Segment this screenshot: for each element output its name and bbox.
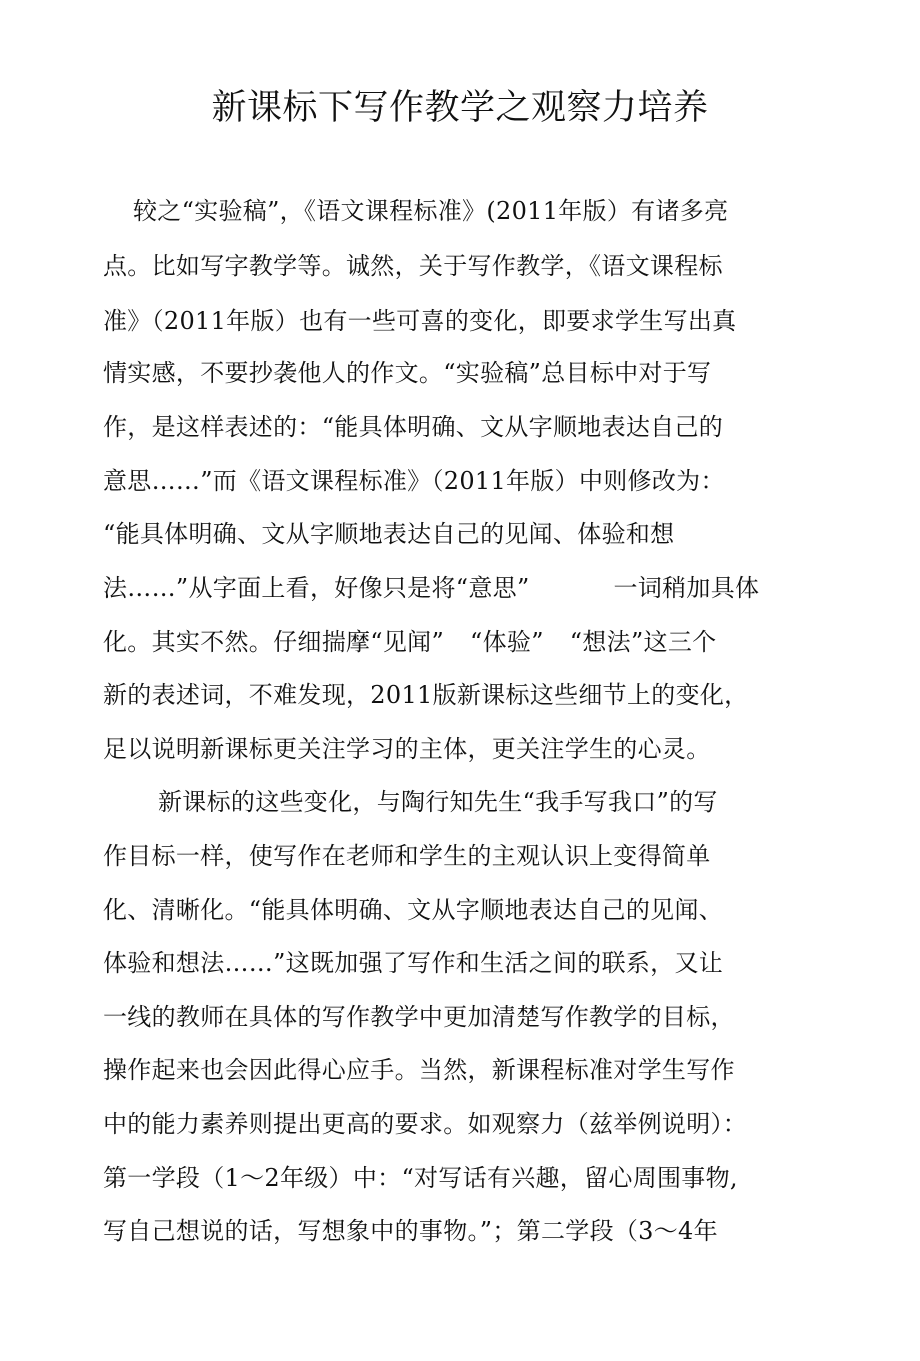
paragraph-2-line-4: 体验和想法……”这既加强了写作和生活之间的联系，又让 [103, 949, 724, 977]
paragraph-1-line-5: 作，是这样表述的：“能具体明确、文从字顺地表达自己的 [103, 413, 724, 441]
line-9-segment-1: 化。其实不然。仔细揣摩“见闻” [103, 628, 445, 656]
paragraph-2-line-5: 一线的教师在具体的写作教学中更加清楚写作教学的目标， [103, 1003, 735, 1031]
paragraph-2-line-7: 中的能力素养则提出更高的要求。如观察力（兹举例说明）： [103, 1110, 748, 1138]
paragraph-1-line-2: 点。比如写字教学等。诚然，关于写作教学，《语文课程标 [103, 252, 723, 280]
paragraph-1-line-6: 意思……”而《语文课程标准》（2011年版）中则修改为： [103, 467, 725, 495]
paragraph-1-line-4: 情实感，不要抄袭他人的作文。“实验稿”总目标中对于写 [103, 359, 712, 387]
paragraph-2-line-8: 第一学段（1〜2年级）中：“对写话有兴趣，留心周围事物, [103, 1164, 738, 1192]
line-9-segment-3: “想法”这三个 [569, 628, 717, 656]
line-8-segment-1: 法……”从字面上看，好像只是将“意思” [103, 574, 530, 602]
line-8-segment-2: 一词稍加具体 [613, 574, 760, 602]
paragraph-1-line-10: 新的表述词，不难发现，2011版新课标这些细节上的变化， [103, 681, 749, 709]
paragraph-2-line-9: 写自己想说的话，写想象中的事物。”；第二学段（3〜4年 [103, 1217, 718, 1245]
paragraph-2-line-3: 化、清晰化。“能具体明确、文从字顺地表达自己的见闻、 [103, 896, 724, 924]
paragraph-2-line-2: 作目标一样，使写作在老师和学生的主观认识上变得简单 [103, 842, 711, 870]
paragraph-1-line-7: “能具体明确、文从字顺地表达自己的见闻、体验和想 [103, 520, 675, 548]
paragraph-1-line-8 [103, 571, 759, 605]
document-title: 新课标下写作教学之观察力培养 [211, 88, 709, 128]
paragraph-1-line-11: 足以说明新课标更关注学习的主体，更关注学生的心灵。 [103, 735, 711, 763]
paragraph-2-line-1: 新课标的这些变化，与陶行知先生“我手写我口”的写 [158, 788, 718, 816]
paragraph-2-line-6: 操作起来也会因此得心应手。当然，新课程标准对学生写作 [103, 1056, 735, 1084]
paragraph-1-line-3: 准》（2011年版）也有一些可喜的变化，即要求学生写出真 [103, 307, 737, 335]
line-9-segment-2: “体验” [470, 628, 544, 656]
paragraph-1-line-9 [103, 625, 716, 659]
paragraph-1-line-1: 较之“实验稿”，《语文课程标准》(2011年版）有诸多亮 [133, 197, 729, 225]
